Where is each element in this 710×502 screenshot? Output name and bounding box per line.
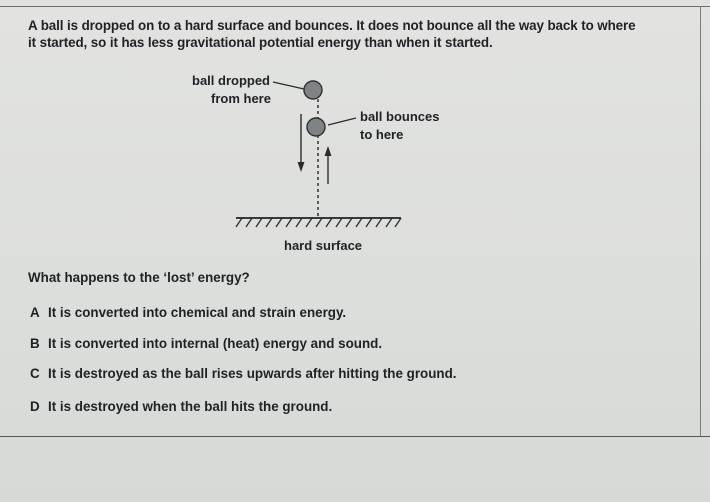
leader-line-dropped	[273, 82, 304, 89]
leader-line-bounces	[328, 118, 356, 125]
option-d[interactable]	[30, 399, 510, 417]
option-text: It is destroyed as the ball rises upwards after hitting the ground.	[48, 366, 457, 381]
label-ball-bounces: ball bounces	[360, 109, 440, 124]
option-text: It is converted into internal (heat) energy and sound.	[48, 336, 383, 351]
surface-hatching	[236, 218, 401, 227]
option-letter: D	[30, 399, 40, 414]
label-ball-dropped: ball dropped	[192, 73, 270, 88]
label-hard-surface: hard surface	[284, 238, 363, 253]
option-text: It is converted into chemical and strain energy.	[48, 305, 347, 320]
stem-line-1: A ball is dropped on to a hard surface and bounces. It does not bounce all the way back to where	[28, 18, 636, 33]
option-a[interactable]	[30, 305, 510, 323]
down-arrow-icon	[298, 162, 305, 172]
option-letter: A	[30, 305, 40, 320]
label-to-here: to here	[360, 127, 404, 142]
ball-start-position	[304, 81, 322, 99]
option-letter: B	[30, 336, 40, 351]
up-arrow-icon	[325, 146, 332, 156]
option-text: It is destroyed when the ball hits the ground.	[48, 399, 333, 414]
stem-line-2: it started, so it has less gravitational potential energy than when it started.	[28, 35, 493, 50]
label-from-here: from here	[211, 91, 271, 106]
option-b[interactable]	[30, 336, 510, 354]
option-c[interactable]	[30, 366, 510, 384]
question-prompt: What happens to the ‘lost’ energy?	[28, 270, 250, 285]
bouncing-ball-diagram	[180, 68, 470, 260]
ball-bounce-position	[307, 118, 325, 136]
right-margin-line	[700, 6, 701, 436]
option-letter: C	[30, 366, 40, 381]
top-divider	[0, 6, 710, 7]
question-stem	[28, 17, 658, 51]
bottom-divider	[0, 436, 710, 437]
